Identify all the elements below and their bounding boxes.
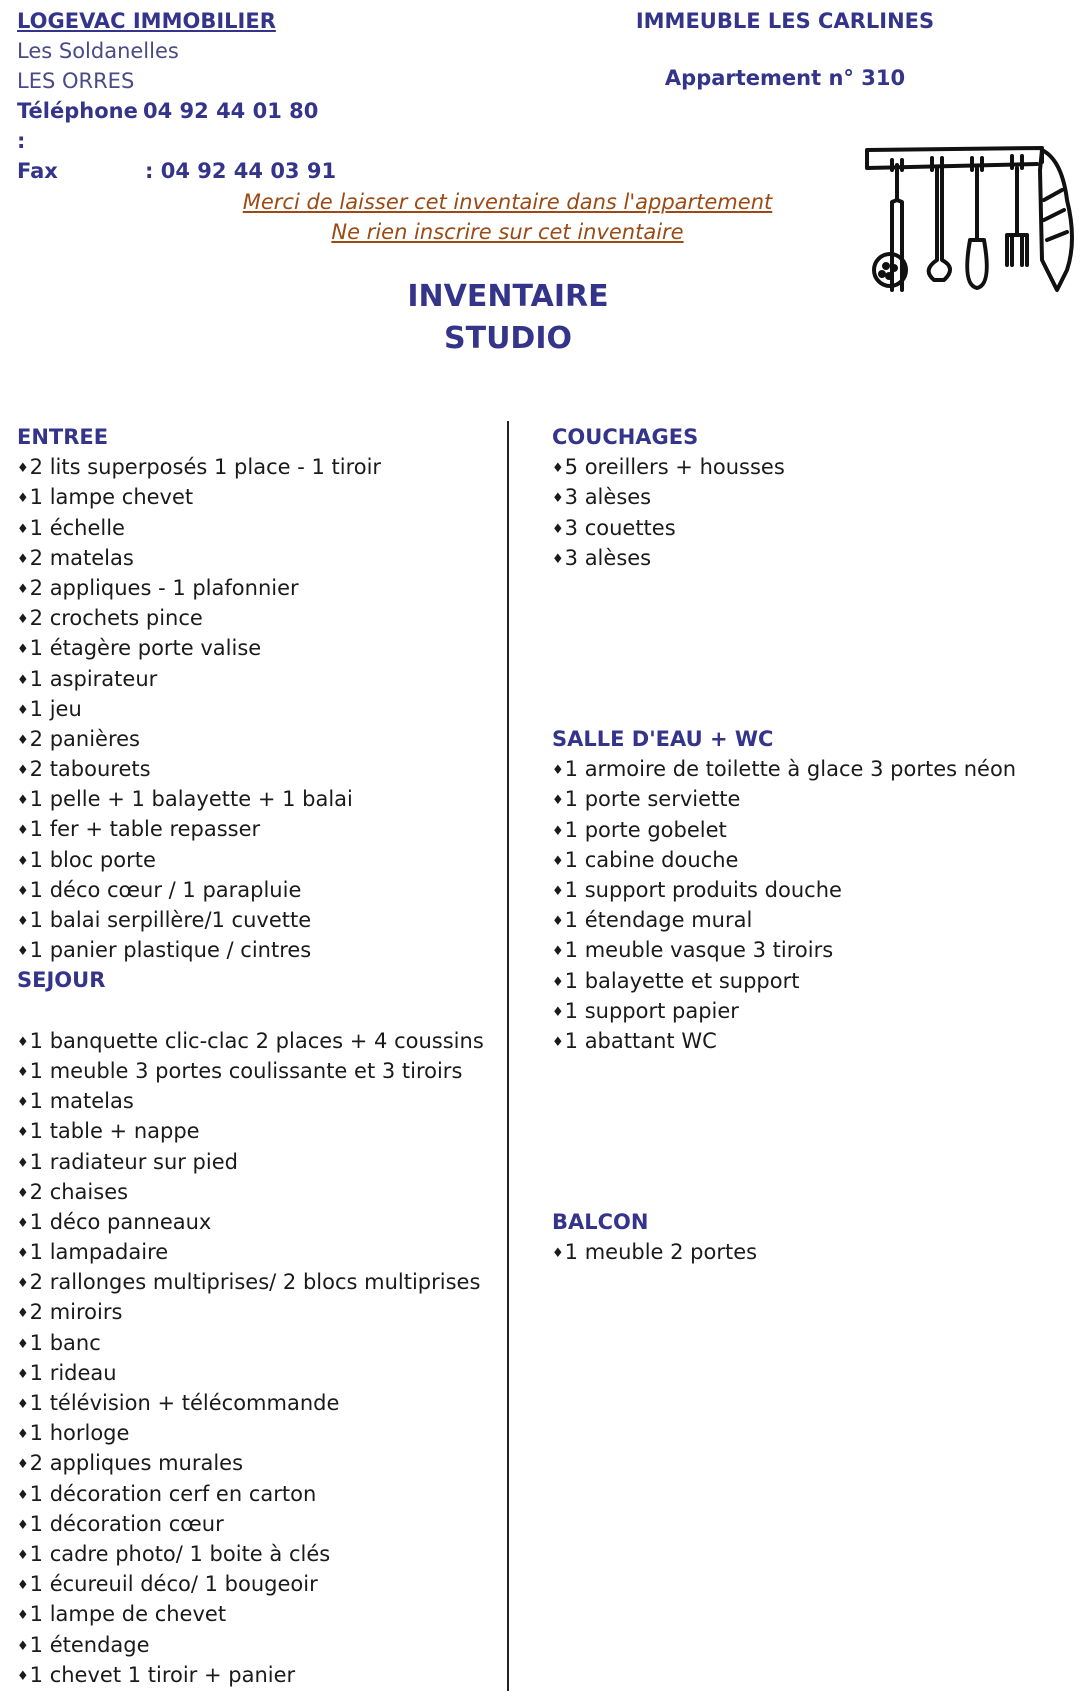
inventory-item: ♦ 1 banquette clic-clac 2 places + 4 coussins xyxy=(17,1026,484,1056)
inventory-item: ♦ 1 abattant WC xyxy=(552,1026,1016,1056)
fax-label: Fax xyxy=(17,159,58,183)
column-divider xyxy=(507,421,509,1691)
inventory-item: ♦ 1 support produits douche xyxy=(552,875,1016,905)
inventory-item: ♦ 1 aspirateur xyxy=(17,664,484,694)
inventory-item: ♦ 1 décoration cœur xyxy=(17,1509,484,1539)
inventory-item: ♦ 1 matelas xyxy=(17,1086,484,1116)
inventory-item: ♦ 2 panières xyxy=(17,724,484,754)
inventory-item: ♦ 1 lampe chevet xyxy=(17,482,484,512)
notice-line1: Merci de laisser cet inventaire dans l'appartement xyxy=(242,190,773,214)
inventory-item: ♦ 1 chevet 1 tiroir + panier xyxy=(17,1660,484,1690)
inventory-item: ♦ 1 meuble 2 portes xyxy=(552,1237,757,1267)
inventory-item: ♦ 1 lampadaire xyxy=(17,1237,484,1267)
inventory-item: ♦ 1 meuble vasque 3 tiroirs xyxy=(552,935,1016,965)
inventory-item: ♦ 1 horloge xyxy=(17,1418,484,1448)
inventory-item: ♦ 1 meuble 3 portes coulissante et 3 tiroirs xyxy=(17,1056,484,1086)
inventory-item: ♦ 2 chaises xyxy=(17,1177,484,1207)
inventory-item: ♦ 1 radiateur sur pied xyxy=(17,1147,484,1177)
agency-address-line2: LES ORRES xyxy=(17,69,135,93)
inventory-item: ♦ 1 rideau xyxy=(17,1358,484,1388)
inventory-item: ♦ 1 déco cœur / 1 parapluie xyxy=(17,875,484,905)
balcon-section xyxy=(552,1207,757,1267)
phone-label: Téléphone : xyxy=(17,99,138,153)
section-title-salle-eau: SALLE D'EAU + WC xyxy=(552,727,774,751)
inventory-item: ♦ 2 rallonges multiprises/ 2 blocs multiprises xyxy=(17,1267,484,1297)
section-title-sejour: SEJOUR xyxy=(17,968,106,993)
sejour-list xyxy=(17,1026,484,1690)
inventory-item: ♦ 1 porte gobelet xyxy=(552,815,1016,845)
inventory-item: ♦ 1 télévision + télécommande xyxy=(17,1388,484,1418)
building-name: IMMEUBLE LES CARLINES xyxy=(635,9,935,33)
notice xyxy=(160,187,855,247)
inventory-item: ♦ 1 banc xyxy=(17,1328,484,1358)
inventory-item: ♦ 1 armoire de toilette à glace 3 portes néon xyxy=(552,754,1016,784)
inventory-item: ♦ 2 appliques murales xyxy=(17,1448,484,1478)
inventory-item: ♦ 1 cadre photo/ 1 boite à clés xyxy=(17,1539,484,1569)
inventory-item: ♦ 1 lampe de chevet xyxy=(17,1599,484,1629)
inventory-item: ♦ 1 table + nappe xyxy=(17,1116,484,1146)
section-title-balcon: BALCON xyxy=(552,1210,649,1234)
salle-eau-section xyxy=(552,724,1016,1056)
section-title-entree: ENTREE xyxy=(17,425,109,449)
fax-number: : 04 92 44 03 91 xyxy=(145,159,337,183)
inventory-item: ♦ 3 couettes xyxy=(552,513,785,543)
inventory-item: ♦ 1 jeu xyxy=(17,694,484,724)
inventory-item: ♦ 3 alèses xyxy=(552,543,785,573)
agency-name: LOGEVAC IMMOBILIER xyxy=(17,9,276,33)
inventory-item: ♦ 2 miroirs xyxy=(17,1297,484,1327)
inventory-item: ♦ 1 panier plastique / cintres xyxy=(17,935,484,965)
notice-line2: Ne rien inscrire sur cet inventaire xyxy=(331,220,684,244)
agency-fax xyxy=(17,156,336,186)
salle-eau-list xyxy=(552,754,1016,1056)
inventory-item: ♦ 1 balai serpillère/1 cuvette xyxy=(17,905,484,935)
inventory-item: ♦ 1 échelle xyxy=(17,513,484,543)
inventory-item: ♦ 5 oreillers + housses xyxy=(552,452,785,482)
inventory-item: ♦ 1 pelle + 1 balayette + 1 balai xyxy=(17,784,484,814)
entree-list xyxy=(17,452,484,965)
section-title-couchages: COUCHAGES xyxy=(552,425,699,449)
sejour-spacer xyxy=(17,996,484,1026)
inventory-item: ♦ 1 porte serviette xyxy=(552,784,1016,814)
couchages-list xyxy=(552,452,785,573)
couchages-section xyxy=(552,422,785,573)
title-line1: INVENTAIRE xyxy=(407,279,609,314)
inventory-item: ♦ 2 matelas xyxy=(17,543,484,573)
inventory-item: ♦ 1 balayette et support xyxy=(552,966,1016,996)
inventory-item: ♦ 2 lits superposés 1 place - 1 tiroir xyxy=(17,452,484,482)
inventory-item: ♦ 1 déco panneaux xyxy=(17,1207,484,1237)
inventory-item: ♦ 1 étagère porte valise xyxy=(17,633,484,663)
title-line2: STUDIO xyxy=(444,321,572,356)
inventory-item: ♦ 3 alèses xyxy=(552,482,785,512)
inventory-item: ♦ 2 tabourets xyxy=(17,754,484,784)
inventory-item: ♦ 2 appliques - 1 plafonnier xyxy=(17,573,484,603)
inventory-item: ♦ 1 décoration cerf en carton xyxy=(17,1479,484,1509)
apartment-number: Appartement n° 310 xyxy=(664,66,906,90)
inventory-item: ♦ 1 étendage xyxy=(17,1630,484,1660)
inventory-item: ♦ 1 bloc porte xyxy=(17,845,484,875)
inventory-item: ♦ 1 cabine douche xyxy=(552,845,1016,875)
agency-block xyxy=(17,6,336,186)
inventory-item: ♦ 1 support papier xyxy=(552,996,1016,1026)
agency-phone xyxy=(17,96,336,156)
inventory-item: ♦ 1 fer + table repasser xyxy=(17,814,484,844)
agency-address-line1: Les Soldanelles xyxy=(17,39,179,63)
left-column xyxy=(17,422,484,1690)
inventory-item: ♦ 2 crochets pince xyxy=(17,603,484,633)
inventory-item: ♦ 1 écureuil déco/ 1 bougeoir xyxy=(17,1569,484,1599)
phone-number: 04 92 44 01 80 xyxy=(143,99,319,123)
balcon-list xyxy=(552,1237,757,1267)
document-title xyxy=(0,276,1016,360)
inventory-item: ♦ 1 étendage mural xyxy=(552,905,1016,935)
